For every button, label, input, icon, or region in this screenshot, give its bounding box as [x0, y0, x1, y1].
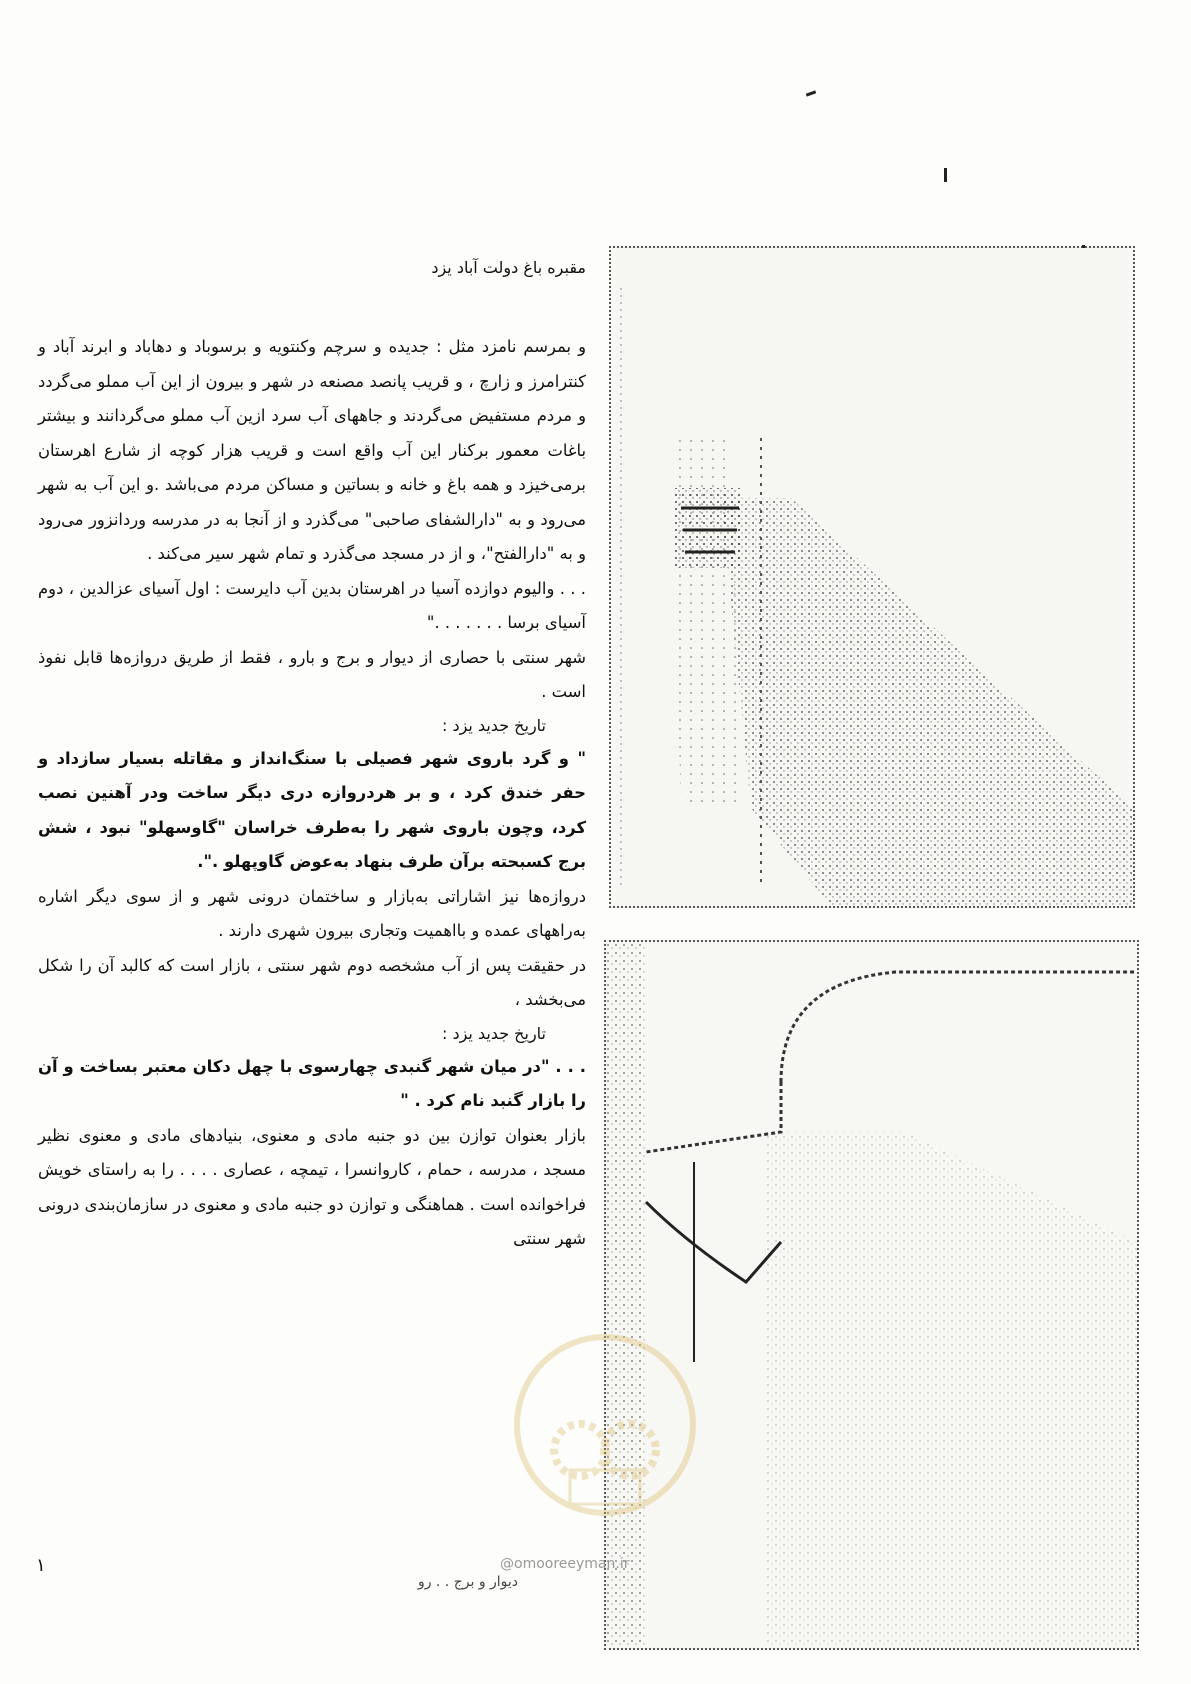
tower-photo	[609, 246, 1135, 908]
scan-speck	[1082, 245, 1085, 248]
building-photo	[604, 940, 1139, 1650]
source-label-1: تاریخ جدید یزد :	[441, 715, 546, 735]
tower-photo-art	[611, 248, 1133, 906]
paragraph-gates: دروازه‌ها نیز اشاراتی به‌بازار و ساختمان درونی شهر و از سوی دیگر اشاره به‌راههای عمده و بااهمیت وتجاری بیرون شهری دارند .	[38, 886, 586, 940]
paragraph-mills: . . . والیوم دوازده آسیا در اهرستان بدین آب دایرست : اول آسیای عزالدین ، دوم آسیای برسا . . . . . . ."	[38, 578, 586, 632]
page-number: ۱	[36, 1555, 46, 1576]
scan-speck	[806, 90, 816, 96]
scan-speck	[944, 168, 947, 182]
heading-line: مقبره باغ دولت آباد یزد	[431, 258, 586, 277]
text-column	[38, 330, 586, 1257]
watermark-text: @omooreeyman.ir	[500, 1556, 630, 1572]
source-label-2: تاریخ جدید یزد :	[441, 1023, 546, 1043]
paragraph-final: بازار بعنوان توازن بین دو جنبه مادی و معنوی، بنیادهای مادی و معنوی نظیر مسجد ، مدرسه ، حمام ، کاروانسرا ، تیمچه ، عصاری . . . . را به راستای خویش فراخوانده است . هماهنگی و توازن دو جنبه مادی و معنوی در سازمان‌بندی درونی شهر سنتی	[38, 1125, 586, 1248]
quote-walls: " و گرد باروی شهر فصیلی با سنگ‌انداز و مقاتله بسیار سازداد و حفر خندق کرد ، و بر هردروازه دری دیگر ساخت ودر آهنین نصب کرد، وچون باروی شهر را به‌طرف خراسان "گاوسهلو" نبود ، شش برج کسبحته برآن طرف بنهاد به‌عوض گاوپهلو .".	[38, 748, 586, 871]
paragraph-bazaar: در حقیقت پس از آب مشخصه دوم شهر سنتی ، بازار است که کالبد آن را شکل می‌بخشد ،	[38, 955, 586, 1009]
quote-bazaar: . . . "در میان شهر گنبدی چهارسوی با چهل دکان معتبر بساخت و آن را بازار گنبد نام کرد . "	[38, 1056, 586, 1110]
figure-caption: دیوار و برج . . رو	[417, 1574, 519, 1590]
paragraph-walls: شهر سنتی با حصاری از دیوار و برج و بارو ، فقط از طریق دروازه‌ها قابل نفوذ است .	[38, 647, 586, 701]
paragraph-water: و بمرسم نامزد مثل : جدیده و سرچم وکنتویه و برسوباد و دهاباد و ابرند آباد و کنترامرز و زارچ ، و قریب پانصد مصنعه در شهر و بیرون از این آب مملو می‌گردد و مردم مستفیض می‌گردند و جاههای آب سرد ازین آب مملو می‌گردانند و بیشتر باغات معمور برکنار این آب واقع است و قریب هزار کوچه از شارع اهرستان برمی‌خیزد و همه باغ و خانه و بساتین و مساکن مردم می‌باشد .و این آب به شهر می‌رود و به "دارالشفای صاحبی" می‌گذرد و از آنجا به در مدرسه وردانزور می‌رود و به "دارالفتح"، و از در مسجد می‌گذرد و تمام شهر سیر می‌کند .	[38, 337, 586, 563]
building-photo-art	[606, 942, 1137, 1648]
watermark-stamp	[510, 1330, 700, 1520]
